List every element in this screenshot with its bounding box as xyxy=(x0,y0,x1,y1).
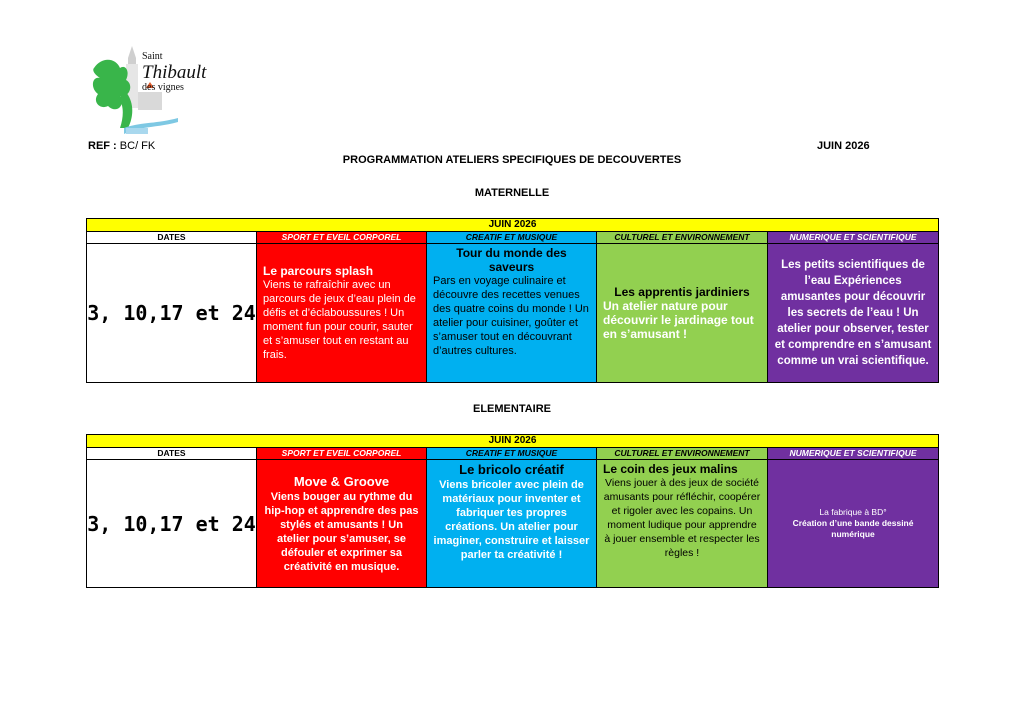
cell-title: Tour du monde des saveurs xyxy=(456,246,567,274)
cell-num xyxy=(768,460,939,588)
logo-line-2: Thibault xyxy=(142,62,207,83)
header-sport: SPORT ET EVEIL CORPOREL xyxy=(257,232,427,244)
cell-title: La fabrique à BD° xyxy=(819,507,887,517)
cell-text: Viens bouger au rythme du hip-hop et apprendre des pas stylés et amusants ! Un atelier pour s’amuser, se défouler et exprimer sa créativité en musique. xyxy=(264,490,419,573)
month-row xyxy=(87,219,939,232)
header-num: NUMERIQUE ET SCIENTIFIQUE xyxy=(768,232,939,244)
cell-title: Le bricolo créatif xyxy=(459,462,564,477)
header-dates: DATES xyxy=(87,232,257,244)
ref-value: BC/ FK xyxy=(116,140,156,152)
month-row xyxy=(87,435,939,448)
dates-cell: 3, 10,17 et 24 xyxy=(87,460,257,588)
cell-text: Création d’une bande dessiné numérique xyxy=(792,518,914,539)
table-elementaire xyxy=(86,434,939,588)
table-row xyxy=(87,460,939,588)
section-title-maternelle: MATERNELLE xyxy=(474,187,550,199)
cell-title: Les apprentis jardiniers xyxy=(614,285,750,299)
cell-text: Viens te rafraîchir avec un parcours de jeux d’eau plein de défis et d’éclaboussures ! Un moment fun pour courir, sauter et s’amuser tout en restant au frais. xyxy=(263,279,416,361)
cell-creatif xyxy=(427,244,597,383)
table-row xyxy=(87,244,939,383)
cell-culture xyxy=(597,460,768,588)
header-creatif: CREATIF ET MUSIQUE xyxy=(427,232,597,244)
document-date: JUIN 2026 xyxy=(817,140,870,152)
logo-wordmark xyxy=(142,52,206,93)
cell-text: Pars en voyage culinaire et découvre des recettes venues des quatre coins du monde ! Un atelier pour cuisiner, goûter et s’amuser tout en découvrant d’autres cultures. xyxy=(433,275,589,357)
cell-num: Les petits scientifiques de l’eau Expériences amusantes pour découvrir les secrets de l’eau ! Un atelier pour observer, tester et comprendre en s’amusant comme un vrai scientifique. xyxy=(768,244,939,383)
page-title: PROGRAMMATION ATELIERS SPECIFIQUES DE DECOUVERTES xyxy=(342,154,682,166)
cell-sport xyxy=(257,244,427,383)
cell-title: Le parcours splash xyxy=(263,264,374,278)
cell-text: Un atelier nature pour découvrir le jardinage tout en s’amusant ! xyxy=(603,299,754,341)
cell-title: Le coin des jeux malins xyxy=(603,462,738,476)
header-row xyxy=(87,448,939,460)
month-label: JUIN 2026 xyxy=(87,435,939,448)
section-title-elementaire: ELEMENTAIRE xyxy=(472,403,552,415)
header-culture: CULTUREL ET ENVIRONNEMENT xyxy=(597,448,768,460)
cell-culture xyxy=(597,244,768,383)
dates-cell: 3, 10,17 et 24 xyxy=(87,244,257,383)
logo-line-3: des vignes xyxy=(142,82,184,93)
cell-text: Viens bricoler avec plein de matériaux pour inventer et fabriquer tes propres créations. Un atelier pour imaginer, construire et laisser parler ta créativité ! xyxy=(433,479,590,561)
logo-line-1: Saint xyxy=(142,51,163,62)
header-dates: DATES xyxy=(87,448,257,460)
header-row xyxy=(87,232,939,244)
table-maternelle xyxy=(86,218,939,383)
header-sport: SPORT ET EVEIL CORPOREL xyxy=(257,448,427,460)
cell-sport xyxy=(257,460,427,588)
ref-label: REF : xyxy=(88,140,117,152)
month-label: JUIN 2026 xyxy=(87,219,939,232)
cell-creatif xyxy=(427,460,597,588)
header-culture: CULTUREL ET ENVIRONNEMENT xyxy=(597,232,768,244)
cell-text: Viens jouer à des jeux de société amusants pour réfléchir, coopérer et rigoler avec les copains. Un moment ludique pour apprendre à jouer ensemble et respecter les règles ! xyxy=(603,477,761,559)
cell-title: Move & Groove xyxy=(293,473,390,489)
reference xyxy=(88,140,155,152)
header-num: NUMERIQUE ET SCIENTIFIQUE xyxy=(768,448,939,460)
header-creatif: CREATIF ET MUSIQUE xyxy=(427,448,597,460)
